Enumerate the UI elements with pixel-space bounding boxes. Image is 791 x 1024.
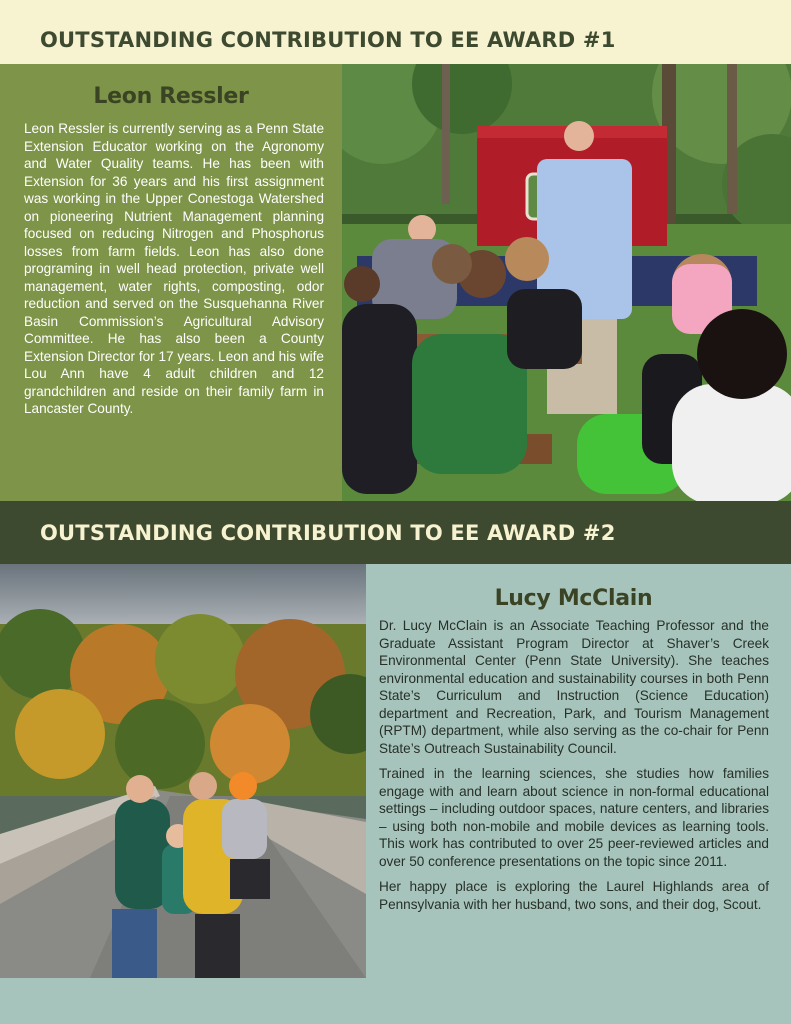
award2-bio-paragraph: Trained in the learning sciences, she studies how families engage with and learn about science in non-formal educational settings – including outdoor spaces, nature centers, and libraries – using both non-mobile and mobile devices as learning tools. This work has contributed to over 25 peer-reviewed articles and over 50 conference presentations on the topic since 2011. — [379, 766, 769, 869]
family-bridge-photo — [0, 564, 366, 978]
award1-photo — [342, 64, 791, 501]
award2-bio-paragraph: Her happy place is exploring the Laurel Highlands area of Pennsylvania with her husband, two sons, and their dog, Scout. — [379, 879, 769, 912]
award2-name: Lucy McClain — [494, 586, 653, 611]
award1-banner — [0, 0, 791, 64]
award1-section — [0, 64, 791, 501]
award2-photo — [0, 564, 366, 978]
outdoor-class-photo — [342, 64, 791, 501]
award1-heading: OUTSTANDING CONTRIBUTION TO EE AWARD #1 — [40, 28, 616, 52]
award2-section — [0, 564, 791, 1024]
award1-name: Leon Ressler — [93, 84, 249, 109]
award2-bio-paragraph: Dr. Lucy McClain is an Associate Teaching Professor and the Graduate Assistant Program Director at Shaver’s Creek Environmental Center (Penn State University). She teaches environmental education and sustainability courses in both Penn State’s Curriculum and Instruction (Science Education) department and Recreation, Park, and Tourism Management (RPTM) department, while also serving as the co-chair for Penn State’s Outreach Sustainability Council. — [379, 618, 769, 756]
award2-bio-text — [379, 617, 769, 921]
award1-bio-text: Leon Ressler is currently serving as a Penn State Extension Educator working on the Agronomy and Water Quality teams. He has been with Extension for 36 years and his first assignment was working in the Upper Conestoga Watershed on pioneering Nutrient Management planning focused on reducing Nitrogen and Phosphorus losses from farm fields. Leon has also done programing in well head protection, private well management, water rights, composting, odor reduction and served on the Susquehanna River Basin Commission’s Agricultural Advisory Committee. He has also been a County Extension Director for 17 years. Leon and his wife Lou Ann have 4 adult children and 12 grandchildren and reside on their family farm in Lancaster County. — [24, 121, 324, 416]
award2-heading: OUTSTANDING CONTRIBUTION TO EE AWARD #2 — [40, 521, 616, 545]
award2-banner — [0, 501, 791, 564]
award1-bio-panel — [0, 64, 342, 501]
award2-bio-panel — [366, 564, 791, 1024]
